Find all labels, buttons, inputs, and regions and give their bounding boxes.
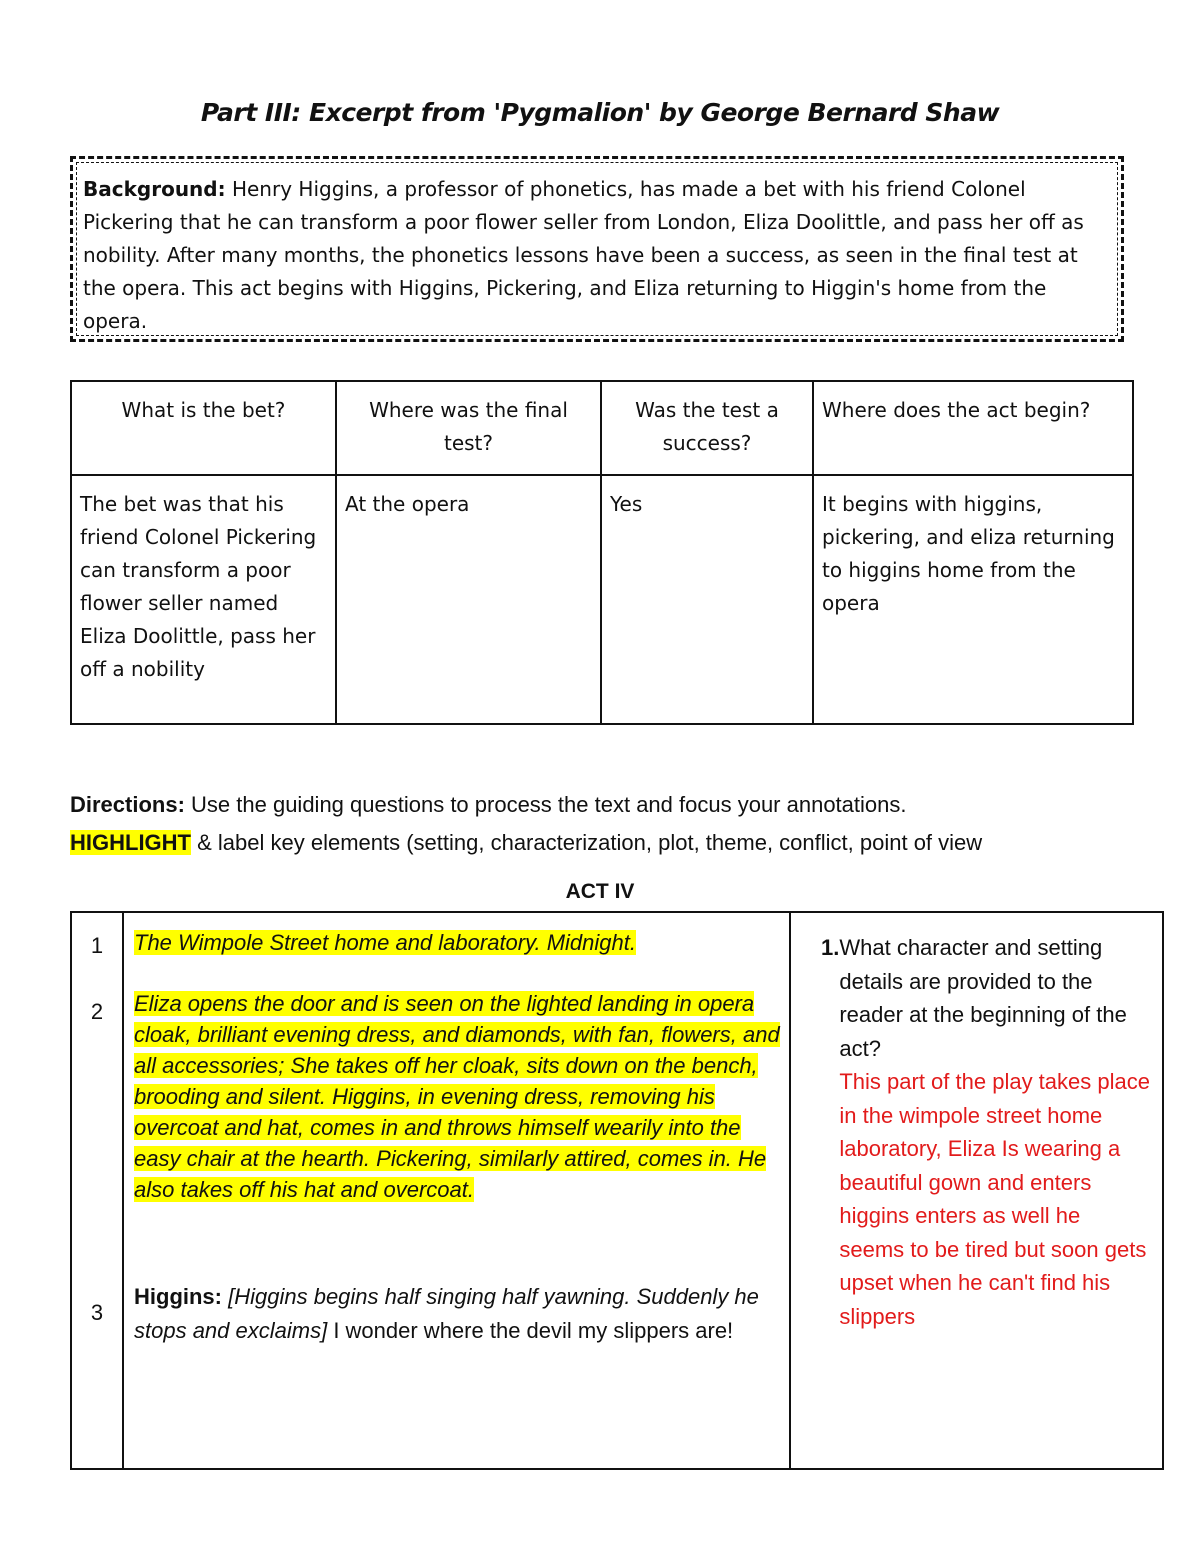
answer-final-test: At the opera xyxy=(336,475,601,724)
answer-bet: The bet was that his friend Colonel Pickering can transform a poor flower seller named Eliza Doolittle, pass her off a nobility xyxy=(71,475,336,724)
directions-line-1 xyxy=(70,786,1170,824)
act-title: ACT IV xyxy=(565,880,635,903)
directions xyxy=(70,786,1170,862)
line-number-column xyxy=(71,912,123,1469)
question-number: 1. xyxy=(821,935,840,960)
directions-text: Use the guiding questions to process the text and focus your annotations. xyxy=(184,792,907,817)
highlight-label: HIGHLIGHT xyxy=(70,830,191,855)
passage-paragraph-1 xyxy=(134,927,781,958)
question-column xyxy=(790,912,1163,1469)
speaker-name: Higgins: xyxy=(134,1284,222,1309)
guiding-question xyxy=(821,931,1150,1333)
answer-success: Yes xyxy=(601,475,813,724)
passage-paragraph-3 xyxy=(134,1280,781,1348)
question-answer: This part of the play takes place in the wimpole street home laboratory, Eliza Is wearing a beautiful gown and enters higgins enters as well he seems to be tired but soon gets upset when he can't find his slippers xyxy=(839,1069,1150,1329)
background-box xyxy=(70,156,1124,342)
header-final-test: Where was the final test? xyxy=(336,381,601,475)
background-text: Henry Higgins, a professor of phonetics, has made a bet with his friend Colonel Pickering that he can transform a poor flower seller from London, Eliza Doolittle, and pass her off as nobility. After many months, the phonetics lessons have been a success, as seen in the final test at the opera. This act begins with Higgins, Pickering, and Eliza returning to Higgin's home from the opera. xyxy=(83,177,1084,333)
speaker-dialogue: I wonder where the devil my slippers are! xyxy=(327,1318,734,1343)
passage-setting: The Wimpole Street home and laboratory. Midnight. xyxy=(134,930,636,955)
passage-column xyxy=(123,912,790,1469)
speaker-stage-direction: [Higgins begins half singing half yawning. Suddenly he stops and exclaims] xyxy=(134,1284,759,1343)
highlight-text: & label key elements (setting, characterization, plot, theme, conflict, point of view xyxy=(191,830,983,855)
answer-act-begin: It begins with higgins, pickering, and eliza returning to higgins home from the opera xyxy=(813,475,1133,724)
directions-line-2 xyxy=(70,824,1170,862)
background-label: Background: xyxy=(83,177,226,201)
question-text: What character and setting details are provided to the reader at the beginning of the act? xyxy=(839,935,1127,1061)
passage-paragraph-2 xyxy=(134,988,781,1205)
line-number: 1 xyxy=(90,933,104,958)
directions-label: Directions: xyxy=(70,792,185,817)
header-success: Was the test a success? xyxy=(601,381,813,475)
line-number: 2 xyxy=(90,999,104,1024)
question-table-answer-row xyxy=(71,475,1133,724)
annotation-table xyxy=(70,911,1164,1470)
question-table xyxy=(70,380,1134,725)
page-title: Part III: Excerpt from 'Pygmalion' by George Bernard Shaw xyxy=(200,98,1000,127)
passage-stage-direction: Eliza opens the door and is seen on the lighted landing in opera cloak, brilliant evening dress, and diamonds, with fan, flowers, and all accessories; She takes off her cloak, sits down on the bench, brooding and silent. Higgins, in evening dress, removing his overcoat and hat, comes in and throws himself wearily into the easy chair at the hearth. Pickering, similarly attired, comes in. He also takes off his hat and overcoat. xyxy=(134,991,780,1202)
header-act-begin: Where does the act begin? xyxy=(813,381,1133,475)
header-bet: What is the bet? xyxy=(71,381,336,475)
question-table-header-row xyxy=(71,381,1133,475)
line-number: 3 xyxy=(90,1300,104,1325)
